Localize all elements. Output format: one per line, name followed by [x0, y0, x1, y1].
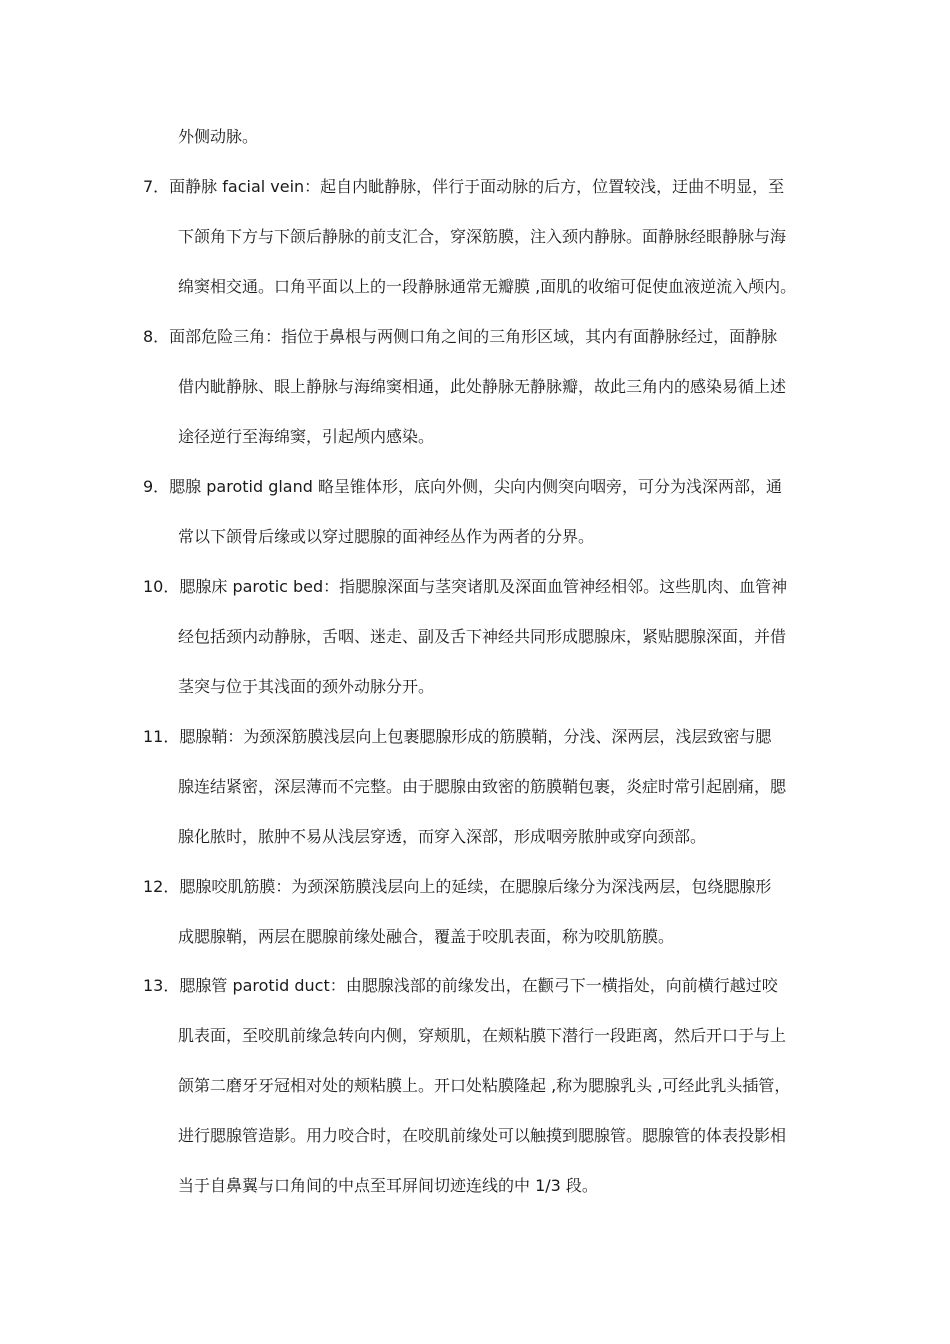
list-item-13-line-4: 进行腮腺管造影。用力咬合时，在咬肌前缘处可以触摸到腮腺管。腮腺管的体表投影相 [178, 1126, 787, 1145]
list-item-9-line-2: 常以下颌骨后缘或以穿过腮腺的面神经丛作为两者的分界。 [178, 527, 595, 546]
list-item-13-line-3: 颌第二磨牙牙冠相对处的颊粘膜上。开口处粘膜隆起 ,称为腮腺乳头 ,可经此乳头插管， [178, 1076, 791, 1095]
list-item-13-line-5: 当于自鼻翼与口角间的中点至耳屏间切迹连线的中 1/3 段。 [178, 1176, 598, 1195]
list-item-11-line-1: 11．腮腺鞘：为颈深筋膜浅层向上包裹腮腺形成的筋膜鞘，分浅、深两层，浅层致密与腮 [143, 727, 772, 746]
list-item-12-line-1: 12．腮腺咬肌筋膜：为颈深筋膜浅层向上的延续，在腮腺后缘分为深浅两层，包绕腮腺形 [143, 877, 772, 896]
list-item-13-line-2: 肌表面，至咬肌前缘急转向内侧，穿颊肌，在颊粘膜下潜行一段距离，然后开口于与上 [178, 1026, 787, 1045]
list-item-11-line-2: 腺连结紧密，深层薄而不完整。由于腮腺由致密的筋膜鞘包裹，炎症时常引起剧痛，腮 [178, 777, 787, 796]
list-item-8-line-3: 途径逆行至海绵窦，引起颅内感染。 [178, 427, 435, 446]
list-item-9-line-1: 9．腮腺 parotid gland 略呈锥体形，底向外侧，尖向内侧突向咽旁，可分为浅深两部，通 [143, 477, 782, 496]
list-item-8-line-2: 借内眦静脉、眼上静脉与海绵窦相通，此处静脉无静脉瓣，故此三角内的感染易循上述 [178, 377, 787, 396]
list-item-7-line-2: 下颌角下方与下颌后静脉的前支汇合，穿深筋膜，注入颈内静脉。面静脉经眼静脉与海 [178, 227, 787, 246]
list-item-12-line-2: 成腮腺鞘，两层在腮腺前缘处融合，覆盖于咬肌表面，称为咬肌筋膜。 [178, 927, 675, 946]
list-item-10-line-3: 茎突与位于其浅面的颈外动脉分开。 [178, 677, 435, 696]
list-item-10-line-2: 经包括颈内动静脉，舌咽、迷走、副及舌下神经共同形成腮腺床，紧贴腮腺深面，并借 [178, 627, 787, 646]
list-item-13-line-1: 13．腮腺管 parotid duct：由腮腺浅部的前缘发出，在颧弓下一横指处，向前横行越过咬 [143, 976, 778, 995]
text-line: 外侧动脉。 [178, 127, 259, 146]
list-item-8-line-1: 8．面部危险三角：指位于鼻根与两侧口角之间的三角形区域，其内有面静脉经过，面静脉 [143, 327, 778, 346]
list-item-10-line-1: 10．腮腺床 parotic bed：指腮腺深面与茎突诸肌及深面血管神经相邻。这些肌肉、血管神 [143, 577, 788, 596]
list-item-7-line-3: 绵窦相交通。口角平面以上的一段静脉通常无瓣膜 ,面肌的收缩可促使血液逆流入颅内。 [178, 277, 797, 296]
list-item-11-line-3: 腺化脓时，脓肿不易从浅层穿透，而穿入深部，形成咽旁脓肿或穿向颈部。 [178, 827, 707, 846]
list-item-7-line-1: 7．面静脉 facial vein：起自内眦静脉，伴行于面动脉的后方，位置较浅，迂曲不明显，至 [143, 177, 785, 196]
